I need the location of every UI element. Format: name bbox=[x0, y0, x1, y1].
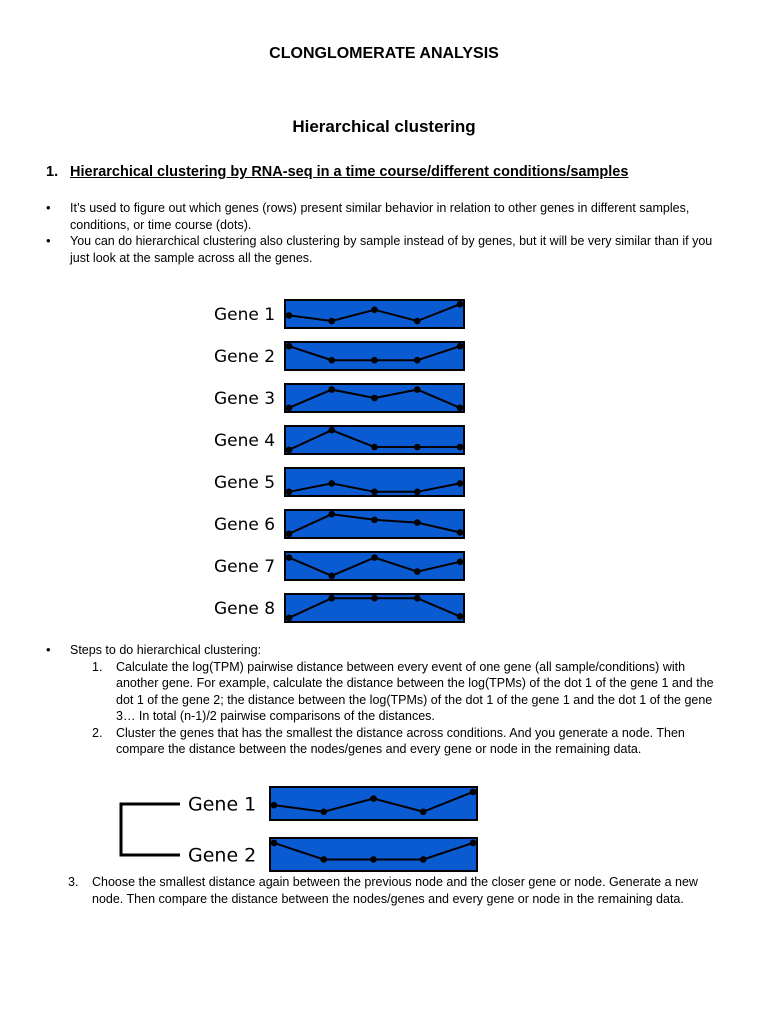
section-title: Hierarchical clustering bbox=[292, 117, 476, 136]
intro-bullet-2: • You can do hierarchical clustering also clustering by sample instead of by genes, but it will be very similar than if you just look at the sample across all the genes. bbox=[46, 233, 726, 266]
section-1-heading-text: Hierarchical clustering by RNA-seq in a time course/different conditions/samples bbox=[70, 164, 629, 180]
cluster-gene-dot-1-2 bbox=[320, 808, 327, 815]
gene-dot-2-5 bbox=[457, 343, 464, 350]
cluster-gene-dot-2-3 bbox=[370, 856, 377, 863]
steps-list-continued bbox=[46, 874, 726, 907]
gene-dot-6-4 bbox=[414, 519, 421, 526]
step-1 bbox=[92, 659, 726, 725]
step-3 bbox=[68, 874, 726, 907]
gene-dot-3-4 bbox=[414, 386, 421, 393]
cluster-gene-dot-1-5 bbox=[470, 789, 477, 796]
gene-dot-8-2 bbox=[328, 595, 335, 602]
gene-dot-6-1 bbox=[286, 531, 293, 538]
steps-intro-bullet bbox=[46, 642, 726, 758]
gene-dot-1-1 bbox=[286, 312, 293, 319]
gene-label-5: Gene 5 bbox=[214, 473, 276, 494]
gene-dot-7-2 bbox=[328, 573, 335, 580]
gene-profiles-figure bbox=[200, 292, 480, 628]
cluster-gene-dot-2-5 bbox=[470, 840, 477, 847]
gene-dot-2-1 bbox=[286, 343, 293, 350]
gene-dot-7-1 bbox=[286, 554, 293, 561]
gene-dot-5-5 bbox=[457, 480, 464, 487]
gene-dot-8-5 bbox=[457, 613, 464, 620]
cluster-gene-dot-2-4 bbox=[420, 856, 427, 863]
cluster-gene-label-1: Gene 1 bbox=[188, 793, 257, 816]
steps-intro-text: Steps to do hierarchical clustering: bbox=[70, 643, 262, 657]
gene-dot-8-3 bbox=[371, 595, 378, 602]
gene-dot-2-4 bbox=[414, 357, 421, 364]
gene-dot-5-4 bbox=[414, 489, 421, 496]
gene-dot-2-3 bbox=[371, 357, 378, 364]
gene-dot-4-4 bbox=[414, 444, 421, 451]
cluster-gene-dot-1-3 bbox=[370, 795, 377, 802]
gene-dot-1-3 bbox=[371, 307, 378, 314]
intro-bullet-list bbox=[46, 200, 726, 266]
gene-label-2: Gene 2 bbox=[214, 347, 276, 368]
gene-dot-1-4 bbox=[414, 318, 421, 325]
gene-dot-3-2 bbox=[328, 386, 335, 393]
gene-dot-3-3 bbox=[371, 395, 378, 402]
step-3-number: 3. bbox=[68, 875, 79, 889]
document-title: CLONGLOMERATE ANALYSIS bbox=[269, 45, 499, 62]
gene-dot-4-2 bbox=[328, 427, 335, 434]
gene-dot-5-2 bbox=[328, 480, 335, 487]
cluster-gene-label-2: Gene 2 bbox=[188, 844, 257, 867]
gene-dot-1-5 bbox=[457, 301, 464, 308]
gene-dot-1-2 bbox=[328, 318, 335, 325]
gene-dot-7-3 bbox=[371, 554, 378, 561]
steps-list bbox=[70, 659, 726, 758]
gene-dot-8-4 bbox=[414, 595, 421, 602]
gene-dot-4-3 bbox=[371, 444, 378, 451]
gene-dot-7-4 bbox=[414, 568, 421, 575]
step-3-wrapper bbox=[46, 874, 726, 907]
cluster-gene-dot-1-1 bbox=[271, 802, 278, 809]
step-1-number: 1. bbox=[92, 659, 103, 674]
gene-dot-4-1 bbox=[286, 447, 293, 454]
gene-dot-5-3 bbox=[371, 489, 378, 496]
gene-dot-6-5 bbox=[457, 529, 464, 536]
gene-dot-6-2 bbox=[328, 511, 335, 518]
gene-label-8: Gene 8 bbox=[214, 599, 276, 620]
section-1-heading bbox=[46, 164, 628, 180]
gene-dot-8-1 bbox=[286, 615, 293, 622]
step-1-text: Calculate the log(TPM) pairwise distance between every event of one gene (all sample/conditions) with another gene. For example, calculate the distance between the log(TPMs) of the dot 1 of the gene 1 and the dot 1 of the gene 2; the distance between the log(TPMs) of the dot 1 of the gene 1 and the dot 1 of the gene 3… In total (n-1)/2 pairwise comparisons of the distances. bbox=[116, 659, 714, 723]
gene-label-3: Gene 3 bbox=[214, 389, 276, 410]
gene-box-2 bbox=[285, 342, 464, 370]
step3-list bbox=[46, 874, 726, 907]
section-1-number: 1. bbox=[46, 164, 59, 180]
gene-label-4: Gene 4 bbox=[214, 431, 276, 452]
step-2-number: 2. bbox=[92, 725, 103, 740]
gene-dot-7-5 bbox=[457, 559, 464, 566]
step-3-text: Choose the smallest distance again between the previous node and the closer gene or node. Generate a new node. Then compare the distance between the nodes/genes and every gene or node in the remaining data. bbox=[92, 875, 698, 906]
gene-label-6: Gene 6 bbox=[214, 515, 276, 536]
steps-bullet-list bbox=[46, 642, 726, 758]
gene-dot-4-5 bbox=[457, 444, 464, 451]
intro-bullet-1: • It’s used to figure out which genes (rows) present similar behavior in relation to other genes in different samples, conditions, or time course (dots). bbox=[46, 200, 726, 233]
step-2-text: Cluster the genes that has the smallest the distance across conditions. And you generate a node. Then compare the distance between the nodes/genes and every gene or node in the remaining data. bbox=[116, 725, 685, 756]
gene-dot-3-5 bbox=[457, 405, 464, 412]
gene-label-7: Gene 7 bbox=[214, 557, 276, 578]
cluster-gene-dot-2-1 bbox=[271, 840, 278, 847]
cluster-gene-dot-1-4 bbox=[420, 808, 427, 815]
cluster-gene-box-2 bbox=[270, 838, 477, 871]
gene-dot-3-1 bbox=[286, 405, 293, 412]
gene-dot-5-1 bbox=[286, 489, 293, 496]
cluster-node-figure bbox=[110, 782, 485, 874]
cluster-gene-dot-2-2 bbox=[320, 856, 327, 863]
gene-dot-2-2 bbox=[328, 357, 335, 364]
cluster-node-bracket bbox=[121, 804, 180, 855]
step-2 bbox=[92, 725, 726, 758]
gene-label-1: Gene 1 bbox=[214, 305, 276, 326]
gene-dot-6-3 bbox=[371, 517, 378, 524]
